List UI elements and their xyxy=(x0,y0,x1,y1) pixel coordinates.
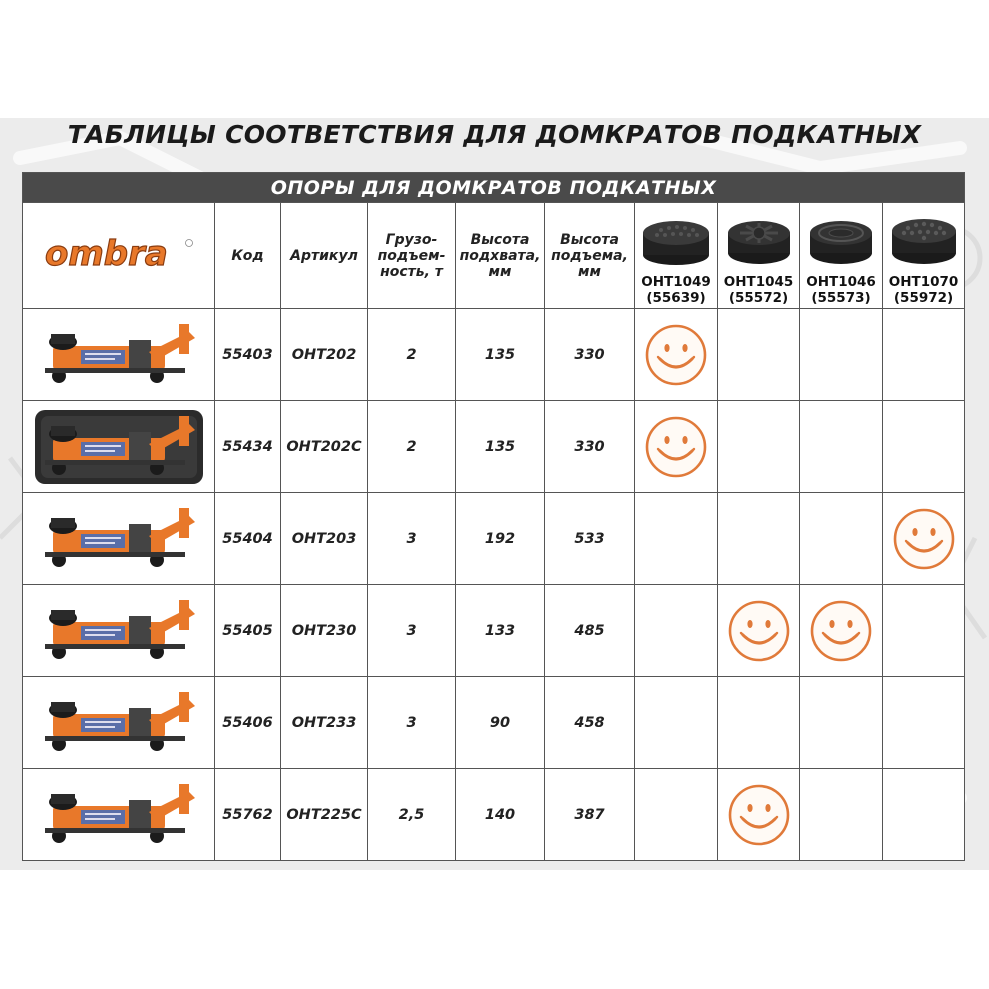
pad-compat-1 xyxy=(635,493,718,585)
floor-jack-photo-icon xyxy=(29,588,209,674)
rubber-pad-ring-icon xyxy=(808,213,874,267)
pad-label-3: OHT1046 (55573) xyxy=(800,271,883,309)
row-lift-height: 458 xyxy=(545,677,635,769)
row-pickup-height: 135 xyxy=(456,401,545,493)
floor-jack-photo-icon xyxy=(29,404,209,490)
header-code: Код xyxy=(215,203,281,309)
pad-compat-1 xyxy=(635,401,718,493)
table-row xyxy=(23,309,965,401)
floor-jack-photo-icon xyxy=(29,772,209,858)
pad-compat-2 xyxy=(718,493,800,585)
pad-label-4: OHT1070 (55972) xyxy=(883,271,965,309)
pad-compat-4 xyxy=(883,309,965,401)
row-code: 55403 xyxy=(215,309,281,401)
row-article: OHT225C xyxy=(281,769,368,861)
jack-image xyxy=(23,401,215,493)
pad-compat-1 xyxy=(635,677,718,769)
header-article: Артикул xyxy=(281,203,368,309)
table-row xyxy=(23,401,965,493)
pad-compat-4 xyxy=(883,677,965,769)
section-title: ОПОРЫ ДЛЯ ДОМКРАТОВ ПОДКАТНЫХ xyxy=(23,173,965,203)
header-capacity: Грузо- подъем- ность, т xyxy=(368,203,456,309)
page-title: ТАБЛИЦЫ СООТВЕТСТВИЯ ДЛЯ ДОМКРАТОВ ПОДКАТНЫХ xyxy=(67,120,922,149)
row-lift-height: 330 xyxy=(545,309,635,401)
pad-compat-2 xyxy=(718,677,800,769)
pad-compat-1 xyxy=(635,585,718,677)
floor-jack-photo-icon xyxy=(29,312,209,398)
smiley-icon xyxy=(809,599,873,663)
jack-image xyxy=(23,769,215,861)
row-article: OHT203 xyxy=(281,493,368,585)
floor-jack-photo-icon xyxy=(29,680,209,766)
rubber-pad-cross-icon xyxy=(726,213,792,267)
smiley-icon xyxy=(644,415,708,479)
pad-compat-4 xyxy=(883,493,965,585)
pad-compat-3 xyxy=(800,769,883,861)
row-pickup-height: 140 xyxy=(456,769,545,861)
row-capacity: 2,5 xyxy=(368,769,456,861)
pad-image-4 xyxy=(883,203,965,272)
row-code: 55434 xyxy=(215,401,281,493)
row-lift-height: 330 xyxy=(545,401,635,493)
pad-compat-3 xyxy=(800,309,883,401)
pad-image-1 xyxy=(635,203,718,272)
row-article: OHT230 xyxy=(281,585,368,677)
row-code: 55762 xyxy=(215,769,281,861)
pad-compat-2 xyxy=(718,769,800,861)
pad-compat-2 xyxy=(718,401,800,493)
pad-compat-3 xyxy=(800,677,883,769)
pad-compat-2 xyxy=(718,309,800,401)
pad-compat-1 xyxy=(635,769,718,861)
pad-label-2: OHT1045 (55572) xyxy=(718,271,800,309)
row-lift-height: 533 xyxy=(545,493,635,585)
pad-compat-2 xyxy=(718,585,800,677)
header-lift-height: Высота подъема, мм xyxy=(545,203,635,309)
smiley-icon xyxy=(892,507,956,571)
table-row xyxy=(23,769,965,861)
row-capacity: 3 xyxy=(368,677,456,769)
row-pickup-height: 133 xyxy=(456,585,545,677)
jack-image xyxy=(23,493,215,585)
jack-image xyxy=(23,585,215,677)
ombra-logo xyxy=(41,233,197,275)
rubber-pad-studded-icon xyxy=(890,213,958,267)
row-article: OHT202 xyxy=(281,309,368,401)
row-code: 55406 xyxy=(215,677,281,769)
row-code: 55404 xyxy=(215,493,281,585)
row-article: OHT233 xyxy=(281,677,368,769)
jack-image xyxy=(23,677,215,769)
compatibility-table xyxy=(22,172,964,861)
row-code: 55405 xyxy=(215,585,281,677)
row-pickup-height: 192 xyxy=(456,493,545,585)
table-row xyxy=(23,585,965,677)
pad-compat-3 xyxy=(800,493,883,585)
row-lift-height: 387 xyxy=(545,769,635,861)
smiley-icon xyxy=(727,599,791,663)
pad-compat-1 xyxy=(635,309,718,401)
pad-compat-3 xyxy=(800,401,883,493)
pad-compat-3 xyxy=(800,585,883,677)
row-pickup-height: 135 xyxy=(456,309,545,401)
svg-text:ombra: ombra xyxy=(44,233,168,274)
row-capacity: 3 xyxy=(368,493,456,585)
smiley-icon xyxy=(727,783,791,847)
table-row xyxy=(23,493,965,585)
smiley-icon xyxy=(644,323,708,387)
pad-image-2 xyxy=(718,203,800,272)
header-pickup-height: Высота подхвата, мм xyxy=(456,203,545,309)
table-row xyxy=(23,677,965,769)
pad-image-3 xyxy=(800,203,883,272)
pad-compat-4 xyxy=(883,585,965,677)
row-lift-height: 485 xyxy=(545,585,635,677)
brand-logo-cell xyxy=(23,203,215,309)
pad-compat-4 xyxy=(883,401,965,493)
row-capacity: 2 xyxy=(368,401,456,493)
row-pickup-height: 90 xyxy=(456,677,545,769)
jack-image xyxy=(23,309,215,401)
pad-compat-4 xyxy=(883,769,965,861)
floor-jack-photo-icon xyxy=(29,496,209,582)
row-article: OHT202C xyxy=(281,401,368,493)
pad-label-1: OHT1049 (55639) xyxy=(635,271,718,309)
row-capacity: 2 xyxy=(368,309,456,401)
rubber-pad-studded-icon xyxy=(641,213,711,267)
row-capacity: 3 xyxy=(368,585,456,677)
